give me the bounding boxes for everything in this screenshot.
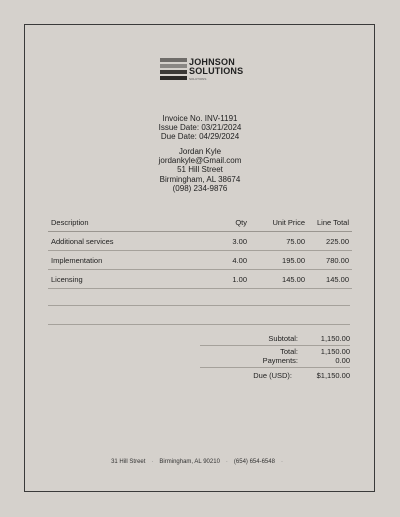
logo-bar xyxy=(160,58,187,62)
payments-label: Payments: xyxy=(262,356,298,365)
footer xyxy=(0,459,400,465)
row-description: Additional services xyxy=(48,232,204,251)
row-qty: 1.00 xyxy=(204,270,250,289)
divider xyxy=(48,324,350,325)
col-unit-price: Unit Price xyxy=(250,214,308,232)
total-row xyxy=(200,347,350,356)
logo-line-1: JOHNSON xyxy=(189,57,235,67)
table-row xyxy=(48,232,352,251)
row-line-total: 225.00 xyxy=(308,232,352,251)
invoice-number: Invoice No. INV-1191 xyxy=(162,114,238,123)
total-value: 1,150.00 xyxy=(320,347,350,356)
divider xyxy=(200,345,350,346)
logo-tagline: SOLUTIONS xyxy=(189,77,207,81)
footer-separator: · xyxy=(151,459,154,465)
customer-street: 51 Hill Street xyxy=(177,165,223,175)
col-line-total: Line Total xyxy=(308,214,352,232)
table-row xyxy=(48,270,352,289)
footer-separator: · xyxy=(280,459,283,465)
row-line-total: 145.00 xyxy=(308,270,352,289)
subtotal-row xyxy=(200,334,350,343)
row-unit-price: 145.00 xyxy=(250,270,308,289)
logo-bar xyxy=(160,64,187,68)
due-value: $1,150.00 xyxy=(316,371,350,380)
customer-info xyxy=(0,147,400,193)
table-header-row xyxy=(48,214,352,232)
col-description: Description xyxy=(48,214,204,232)
row-description: Licensing xyxy=(48,270,204,289)
divider xyxy=(48,305,350,306)
payments-value: 0.00 xyxy=(335,356,350,365)
logo-text xyxy=(189,58,243,76)
row-qty: 4.00 xyxy=(204,251,250,270)
footer-phone: (654) 654-6548 xyxy=(233,459,275,465)
logo-line-2: SOLUTIONS xyxy=(189,66,244,76)
due-block xyxy=(200,371,350,380)
logo-bars-icon xyxy=(160,58,187,82)
payments-row xyxy=(200,356,350,365)
customer-city: Birmingham, AL 38674 xyxy=(159,174,241,184)
footer-city: Birmingham, AL 90210 xyxy=(159,459,220,465)
invoice-meta xyxy=(0,114,400,142)
row-unit-price: 75.00 xyxy=(250,232,308,251)
footer-street: 31 Hill Street xyxy=(111,459,146,465)
row-description: Implementation xyxy=(48,251,204,270)
customer-name: Jordan Kyle xyxy=(178,147,222,156)
total-block xyxy=(200,347,350,365)
due-row xyxy=(200,371,350,380)
subtotal-label: Subtotal: xyxy=(268,334,298,343)
row-unit-price: 195.00 xyxy=(250,251,308,270)
col-qty: Qty xyxy=(204,214,250,232)
row-line-total: 780.00 xyxy=(308,251,352,270)
issue-date: Issue Date: 03/21/2024 xyxy=(158,123,242,133)
due-label: Due (USD): xyxy=(253,371,292,380)
row-qty: 3.00 xyxy=(204,232,250,251)
customer-email: jordankyle@Gmail.com xyxy=(158,156,242,166)
footer-separator: · xyxy=(225,459,228,465)
due-date: Due Date: 04/29/2024 xyxy=(160,132,240,142)
line-items-table xyxy=(48,214,352,289)
divider xyxy=(200,367,350,368)
logo-bar xyxy=(160,70,187,74)
subtotal-value: 1,150.00 xyxy=(320,334,350,343)
customer-phone: (098) 234-9876 xyxy=(172,183,228,193)
subtotal-block xyxy=(200,334,350,343)
total-label: Total: xyxy=(280,347,298,356)
table-row xyxy=(48,251,352,270)
logo-bar xyxy=(160,76,187,80)
company-logo xyxy=(160,58,250,86)
